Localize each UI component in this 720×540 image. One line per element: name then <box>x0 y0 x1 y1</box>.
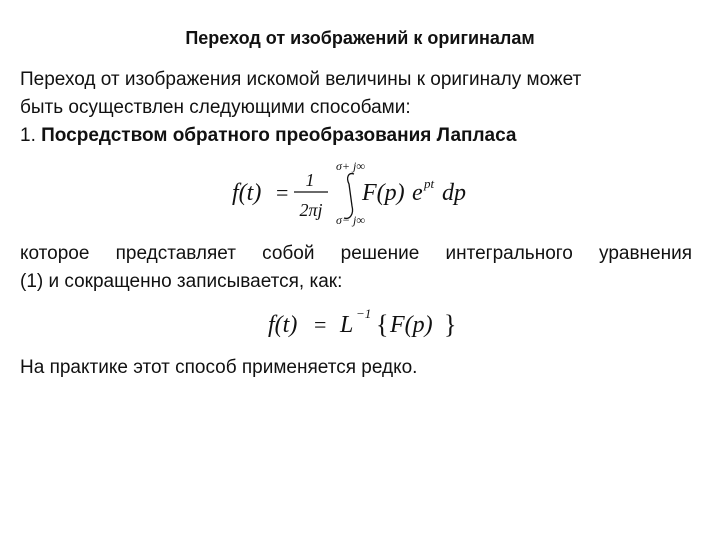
formula2-operator-power: −1 <box>356 306 372 321</box>
explanation-line-1: которое представляет собой решение интегрального уравнения <box>20 243 692 264</box>
inverse-laplace-operator-formula <box>266 304 466 340</box>
conclusion-paragraph: На практике этот способ применяется редко. <box>20 357 418 378</box>
formula2-argument: F(p) <box>390 312 433 338</box>
formula1-differential: dp <box>442 180 466 206</box>
formula1-integrand: F(p) <box>362 180 405 206</box>
method-item-1 <box>20 122 692 150</box>
method-item-number: 1. <box>20 125 36 146</box>
integral-sign-icon <box>344 174 354 219</box>
intro-paragraph <box>20 66 692 150</box>
intro-line-1: Переход от изображения искомой величины к оригиналу может <box>20 69 582 90</box>
formula2-equals: = <box>314 312 327 337</box>
explanation-line-2: (1) и сокращенно записывается, как: <box>20 271 343 292</box>
slide-title: Переход от изображений к оригиналам <box>185 28 535 48</box>
formula1-upper-limit: σ+ j∞ <box>336 159 365 173</box>
formula2-lhs: f(t) <box>268 312 298 338</box>
formula1-exponent: pt <box>424 176 435 191</box>
formula1-equals: = <box>276 180 289 205</box>
formula2-operator: L <box>340 312 354 338</box>
formula1-denominator: 2πj <box>299 200 323 220</box>
formula1-lhs: f(t) <box>232 180 262 206</box>
formula2-open-brace: { <box>376 310 389 339</box>
explanation-paragraph <box>20 240 692 296</box>
formula2-close-brace: } <box>444 310 457 339</box>
laplace-inverse-integral-formula <box>230 160 490 226</box>
intro-line-2: быть осуществлен следующими способами: <box>20 97 411 118</box>
method-item-text: Посредством обратного преобразования Лапласа <box>41 125 517 146</box>
formula1-exponent-base: e <box>412 180 423 206</box>
formula1-numerator: 1 <box>305 170 315 190</box>
formula1-lower-limit: σ− j∞ <box>336 213 365 227</box>
